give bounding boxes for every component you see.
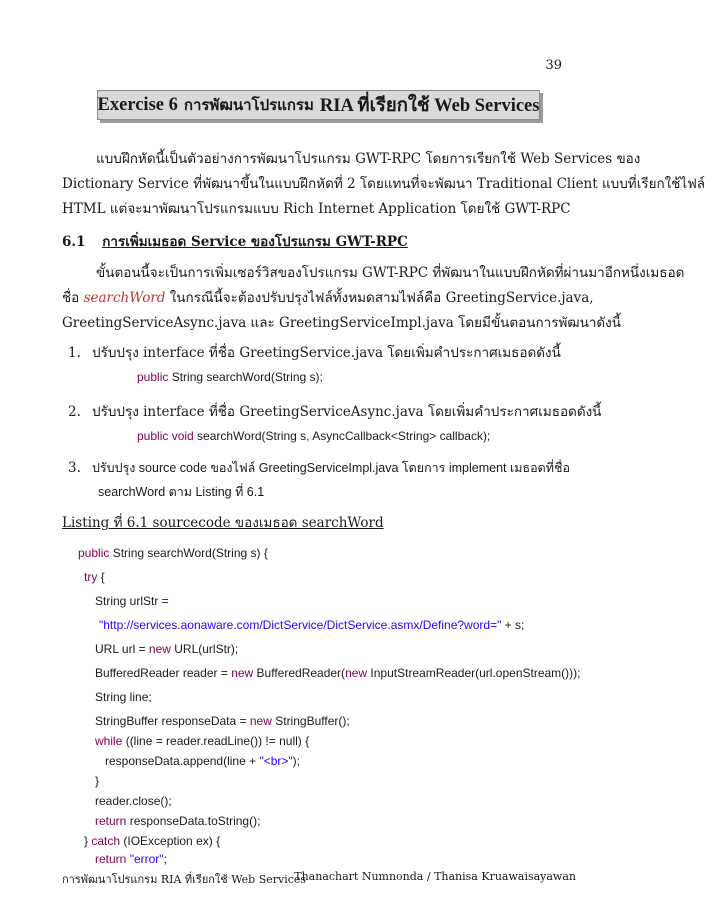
code-keyword: public: [78, 546, 110, 560]
code-keyword: new: [345, 666, 368, 680]
footer-right: Thanachart Numnonda / Thanisa Kruawaisayawan: [294, 870, 576, 883]
code-text: StringBuffer responseData =: [95, 714, 250, 728]
code-text: ((line = reader.readLine()) != null) {: [122, 734, 310, 748]
code-line-2: [84, 570, 105, 584]
step-1: [68, 341, 561, 363]
code-keyword: new: [148, 642, 171, 656]
code-text: ;: [163, 852, 167, 866]
code-keyword: return: [95, 852, 127, 866]
code-text: InputStreamReader(url.openStream()));: [367, 666, 581, 680]
code-line-14: [84, 834, 220, 848]
code-string: "error": [126, 852, 164, 866]
step-3-text-cont: searchWord ตาม Listing ที่ 6.1: [98, 485, 265, 499]
page-number: 39: [545, 58, 562, 73]
code-keyword: new: [249, 714, 272, 728]
para-line-3: GreetingServiceAsync.java และ GreetingServiceImpl.java โดยมีขั้นตอนการพัฒนาดังนี้: [62, 315, 621, 331]
code-line-13: [95, 814, 260, 828]
step-1-number: 1.: [68, 345, 81, 361]
code-text: (IOException ex) {: [120, 834, 221, 848]
step-2-text: ปรับปรุง interface ที่ชื่อ GreetingServiceAsync.java โดยเพิ่มคำประกาศเมธอดดังนี้: [92, 404, 602, 420]
code-line-10: [105, 754, 300, 768]
code-line-9: [95, 734, 309, 748]
code-line-6: [95, 666, 581, 680]
code-line-8: [95, 714, 350, 728]
step-2-code-keyword: public void: [137, 429, 194, 443]
step-2-code: [137, 429, 490, 443]
code-keyword: while: [95, 734, 123, 748]
code-text: {: [97, 570, 105, 584]
step-3: [68, 458, 570, 478]
code-line-12: reader.close();: [95, 794, 172, 808]
step-1-code-keyword: public: [137, 370, 169, 384]
code-text: responseData.toString();: [126, 814, 261, 828]
section-title: การเพิ่มเมธอด Service ของโปรแกรม GWT-RPC: [102, 234, 408, 250]
code-line-3: String urlStr =: [95, 594, 169, 608]
intro-line-2: Dictionary Service ที่พัฒนาขึ้นในแบบฝึกหัดที่ 2 โดยแทนที่จะพัฒนา Traditional Client แบบที่เรียกใช้ไฟล์: [62, 176, 705, 192]
code-text: URL(urlStr);: [170, 642, 239, 656]
code-line-15: [95, 852, 167, 866]
step-3-text: ปรับปรุง source code ของไฟล์ GreetingServiceImpl.java โดยการ implement เมธอดที่ชื่อ: [92, 461, 570, 475]
code-string: "<br>": [259, 754, 293, 768]
intro-paragraph: [62, 147, 705, 222]
code-line-1: [78, 546, 268, 560]
title-thai-text: การพัฒนาโปรแกรม: [183, 98, 314, 114]
code-line-5: [95, 642, 238, 656]
code-line-11: }: [95, 774, 100, 788]
code-keyword: return: [95, 814, 127, 828]
step-1-text: ปรับปรุง interface ที่ชื่อ GreetingService.java โดยเพิ่มคำประกาศเมธอดดังนี้: [92, 345, 561, 361]
code-text: URL url =: [95, 642, 149, 656]
code-keyword: try: [84, 570, 98, 584]
intro-line-3: HTML แต่จะมาพัฒนาโปรแกรมแบบ Rich Internet Application โดยใช้ GWT-RPC: [62, 201, 571, 217]
code-line-7: String line;: [95, 690, 152, 704]
section-paragraph: [62, 261, 685, 336]
step-3-number: 3.: [68, 460, 81, 476]
para-line-2: [62, 286, 594, 311]
section-heading: [62, 230, 408, 252]
code-text: BufferedReader reader =: [95, 666, 232, 680]
intro-line-1: แบบฝึกหัดนี้เป็นตัวอย่างการพัฒนาโปรแกรม GWT-RPC โดยการเรียกใช้ Web Services ของ: [96, 151, 641, 167]
code-string: "http://services.aonaware.com/DictService/DictService.asmx/Define?word=": [99, 618, 502, 632]
code-keyword: catch: [91, 834, 121, 848]
code-line-4: [99, 618, 524, 632]
code-text: + s;: [501, 618, 525, 632]
code-text: BufferedReader(: [253, 666, 346, 680]
step-1-code: [137, 370, 323, 384]
para-line-2-prefix: ชื่อ: [62, 290, 84, 306]
code-text: String searchWord(String s) {: [109, 546, 268, 560]
exercise-title: [97, 90, 540, 120]
step-2-code-rest: searchWord(String s, AsyncCallback<String> callback);: [193, 429, 491, 443]
code-text: StringBuffer();: [271, 714, 350, 728]
step-2: [68, 400, 601, 422]
title-exercise-label: Exercise 6: [97, 94, 178, 115]
title-ria-text: RIA ที่เรียกใช้ Web Services: [319, 95, 540, 116]
step-2-number: 2.: [68, 404, 81, 420]
code-text: );: [292, 754, 301, 768]
code-text: }: [84, 834, 92, 848]
search-word-highlight: searchWord: [83, 290, 166, 306]
step-1-code-rest: String searchWord(String s);: [168, 370, 323, 384]
footer-left: การพัฒนาโปรแกรม RIA ที่เรียกใช้ Web Services: [62, 873, 307, 886]
listing-heading: Listing ที่ 6.1 sourcecode ของเมธอด searchWord: [62, 515, 384, 531]
code-text: responseData.append(line +: [105, 754, 260, 768]
para-line-1: ขั้นตอนนี้จะเป็นการเพิ่มเซอร์วิสของโปรแกรม GWT-RPC ที่พัฒนาในแบบฝึกหัดที่ผ่านมาอีกหนึ่งเมธอด: [96, 265, 685, 281]
para-line-2-rest: ในกรณีนี้จะต้องปรับปรุงไฟล์ทั้งหมดสามไฟล์คือ GreetingService.java,: [165, 290, 594, 306]
code-keyword: new: [231, 666, 254, 680]
section-number: 6.1: [62, 234, 86, 250]
